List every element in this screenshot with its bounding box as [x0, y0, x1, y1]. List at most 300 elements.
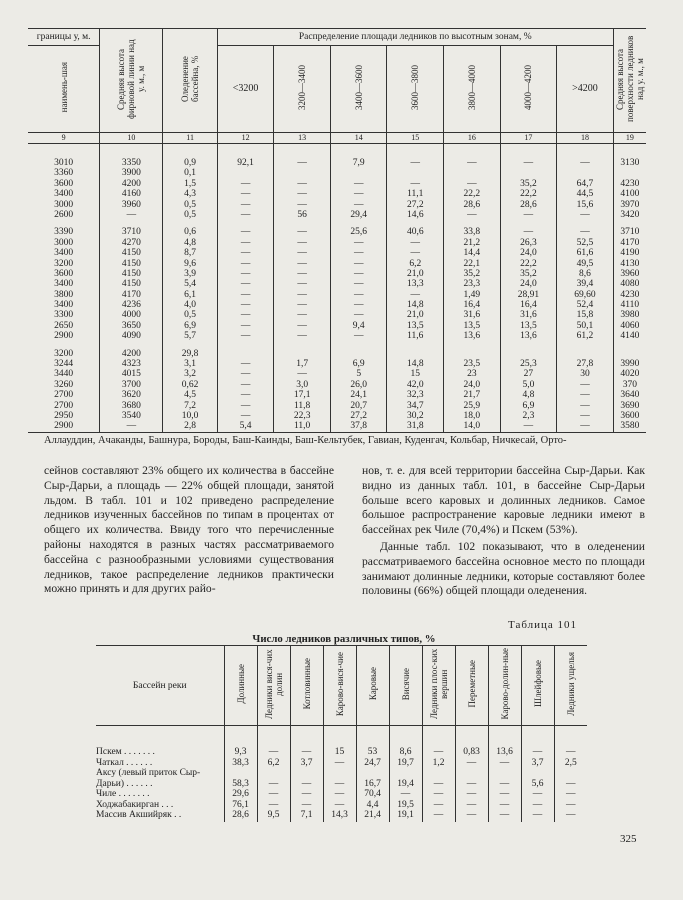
table-label: Таблица 101	[508, 619, 578, 631]
header-glacier-type: Переметные	[455, 646, 488, 726]
table-cell: —	[387, 238, 444, 248]
table-cell: —	[330, 189, 387, 199]
header-glacier-type: Карово-вися-чие	[323, 646, 356, 726]
table-cell: —	[557, 421, 614, 432]
table-cell: 4110	[613, 300, 646, 310]
table-cell: 29,8	[163, 349, 217, 359]
table-cell: 27,2	[330, 411, 387, 421]
table-cell: 22,2	[500, 259, 557, 269]
table-cell: —	[500, 158, 557, 168]
table-cell: 21,0	[387, 310, 444, 320]
table-cell: 37,8	[330, 421, 387, 432]
table-row	[28, 179, 646, 189]
table-cell: 3650	[100, 321, 163, 331]
table-cell: —	[274, 158, 331, 168]
table-cell: —	[330, 331, 387, 341]
basin-name: Пскем . . . . . . .	[96, 747, 155, 757]
table-cell: 13,6	[488, 747, 521, 758]
table-cell: —	[422, 800, 455, 811]
table-cell: 3130	[613, 158, 646, 168]
table-cell: 3260	[54, 379, 74, 390]
basin-name: Чаткал . . . . . .	[96, 757, 153, 768]
table-cell: 0,9	[163, 158, 217, 168]
table-cell: 16,7	[356, 779, 389, 790]
table-cell: —	[217, 390, 274, 400]
table-cell: 3440	[54, 369, 74, 380]
table-cell: 3960	[100, 200, 163, 210]
table-cell: 8,6	[557, 269, 614, 279]
table-row	[28, 210, 646, 220]
table-cell: —	[217, 359, 274, 369]
table-cell: 3600	[613, 411, 646, 421]
table-cell: 38,3	[224, 758, 257, 769]
table-cell: 3710	[613, 227, 646, 237]
table-cell: —	[444, 179, 501, 189]
table-cell: 4190	[613, 248, 646, 258]
table-cell: 3970	[613, 200, 646, 210]
table-cell	[224, 768, 257, 779]
table-cell: —	[217, 290, 274, 300]
table-cell: —	[500, 210, 557, 220]
table-cell: 33,8	[444, 227, 501, 237]
table-cell: —	[274, 321, 331, 331]
table-title: Число ледников различных типов, %	[252, 633, 436, 645]
table-cell: 5,6	[521, 779, 554, 790]
header-lowest: наимень-шая	[28, 46, 100, 133]
table-cell: —	[521, 800, 554, 811]
table-cell: 19,4	[389, 779, 422, 790]
table-cell: 24,0	[444, 380, 501, 390]
table-cell	[554, 768, 587, 779]
table-cell: 11,1	[387, 189, 444, 199]
table-cell: —	[217, 300, 274, 310]
table-cell: 8,6	[389, 747, 422, 758]
header-glacier-type: Ледники плос-ких вершин	[422, 646, 455, 726]
table-cell: —	[217, 279, 274, 289]
table-cell: 9,5	[257, 810, 290, 822]
table-cell: 26,3	[500, 238, 557, 248]
table-cell	[387, 168, 444, 178]
table-row	[28, 200, 646, 210]
table-cell: —	[444, 210, 501, 220]
table-cell: 4150	[100, 248, 163, 258]
table-row	[28, 168, 646, 178]
header-zone: 3200—3400	[274, 46, 331, 133]
table-cell: —	[274, 227, 331, 237]
table-cell: 14,8	[387, 359, 444, 369]
table-cell: 13,3	[387, 279, 444, 289]
table-cell: —	[422, 789, 455, 800]
table-cell	[557, 168, 614, 178]
table-cell: —	[455, 789, 488, 800]
table-cell: —	[274, 189, 331, 199]
table-cell	[500, 168, 557, 178]
table-cell: 23	[444, 369, 501, 379]
table-cell: —	[330, 259, 387, 269]
table-cell: —	[257, 800, 290, 811]
table-cell: —	[387, 158, 444, 168]
table-cell: —	[557, 158, 614, 168]
table-cell: 22,2	[500, 189, 557, 199]
table-cell: 1,5	[163, 179, 217, 189]
table-cell: 10,0	[163, 411, 217, 421]
table-cell: 4236	[100, 300, 163, 310]
table-cell: 5,4	[163, 279, 217, 289]
table-cell: 3,9	[163, 269, 217, 279]
table-cell: 3400	[54, 300, 74, 311]
table-row	[28, 369, 646, 379]
table-cell: 53	[356, 747, 389, 758]
table-cell: —	[455, 800, 488, 811]
table-cell: —	[217, 310, 274, 320]
table-cell: 9,4	[330, 321, 387, 331]
table-cell: 61,2	[557, 331, 614, 341]
table-cell: 0,5	[163, 310, 217, 320]
table-row	[28, 290, 646, 300]
table-cell: —	[257, 747, 290, 758]
table-cell: —	[330, 310, 387, 320]
table-cell	[613, 168, 646, 178]
table-cell: 2900	[54, 331, 74, 342]
table-row	[28, 189, 646, 199]
table-cell: —	[330, 269, 387, 279]
table-cell: 3700	[100, 380, 163, 390]
table-cell: —	[217, 179, 274, 189]
table-cell: —	[290, 747, 323, 758]
table-cell: 3990	[613, 359, 646, 369]
basin-name: Ходжабакирган . . .	[96, 799, 174, 810]
table-cell: —	[500, 421, 557, 432]
header-zone: <3200	[217, 46, 274, 133]
table-cell: —	[330, 179, 387, 189]
table-cell: 2950	[54, 410, 74, 421]
table-cell: —	[100, 421, 163, 432]
table-row	[28, 310, 646, 320]
table-cell: 0,5	[163, 200, 217, 210]
table-cell: —	[217, 411, 274, 421]
table-cell	[444, 349, 501, 359]
table-cell: 6,9	[163, 321, 217, 331]
table-cell: 6,9	[330, 359, 387, 369]
body-text-left	[44, 464, 334, 597]
table-cell	[290, 768, 323, 779]
table-cell: 14,0	[444, 421, 501, 432]
table-cell: 3540	[100, 411, 163, 421]
table-cell: 2700	[54, 400, 74, 411]
table-cell: —	[521, 789, 554, 800]
table-cell: —	[554, 789, 587, 800]
table-cell: 52,5	[557, 238, 614, 248]
table-cell: 19,7	[389, 758, 422, 769]
table-row	[28, 359, 646, 369]
table-row	[28, 380, 646, 390]
table-cell: —	[330, 238, 387, 248]
table-cell: 4323	[100, 359, 163, 369]
table-cell: 28,6	[500, 200, 557, 210]
table-cell: —	[217, 210, 274, 220]
table-cell: —	[387, 179, 444, 189]
table-row	[96, 789, 587, 800]
header-mean-height: Средняя высота поверхности ледников над у. м., м	[613, 29, 646, 133]
table-cell: —	[557, 411, 614, 421]
page-number: 325	[620, 833, 637, 845]
table-cell: 3,2	[163, 369, 217, 379]
table-cell: 1,2	[422, 758, 455, 769]
table-cell: —	[455, 758, 488, 769]
table-cell: 4230	[613, 179, 646, 189]
table-cell: 17,1	[274, 390, 331, 400]
table-cell: 7,9	[330, 158, 387, 168]
table-cell: 64,7	[557, 179, 614, 189]
table-cell: 24,0	[500, 248, 557, 258]
table-cell: —	[274, 279, 331, 289]
table-cell: —	[217, 259, 274, 269]
table-cell: —	[521, 810, 554, 822]
table-cell: 0,6	[163, 227, 217, 237]
table-cell: 15	[323, 747, 356, 758]
table-cell: 24,0	[500, 279, 557, 289]
table-cell: 18,0	[444, 411, 501, 421]
table-cell: 370	[613, 380, 646, 390]
table-cell: 31,6	[444, 310, 501, 320]
table-cell: —	[217, 248, 274, 258]
table-cell: 3420	[613, 210, 646, 220]
table-cell: 9,6	[163, 259, 217, 269]
table-cell: —	[217, 401, 274, 411]
table-cell: 49,5	[557, 259, 614, 269]
table-cell: 23,3	[444, 279, 501, 289]
table-cell: 4,8	[500, 390, 557, 400]
table-cell: —	[389, 789, 422, 800]
basin-name: Чиле . . . . . . .	[96, 789, 150, 799]
table-cell: —	[554, 810, 587, 822]
table-cell: —	[422, 810, 455, 822]
table-cell	[521, 768, 554, 779]
table-cell	[356, 768, 389, 779]
table-cell: 3400	[54, 189, 74, 200]
table-cell: 6,9	[500, 401, 557, 411]
table-cell: 31,8	[387, 421, 444, 432]
table-cell: —	[488, 800, 521, 811]
table-cell: 4,5	[163, 390, 217, 400]
table-cell: —	[274, 300, 331, 310]
table-cell	[217, 349, 274, 359]
table-cell: 22,1	[444, 259, 501, 269]
table-cell: 14,6	[387, 210, 444, 220]
table-cell: —	[274, 200, 331, 210]
header-glacier-type: Котловинные	[290, 646, 323, 726]
table-cell: 3,1	[163, 359, 217, 369]
table-row	[28, 269, 646, 279]
table-cell: 15,8	[557, 310, 614, 320]
table-cell: 3800	[54, 289, 74, 300]
table-cell: 2650	[54, 320, 74, 331]
header-bounds: границы у, м.	[28, 29, 100, 46]
table-cell: 21,4	[356, 810, 389, 822]
table-cell: 4,8	[163, 238, 217, 248]
column-number: 13	[274, 133, 331, 144]
table-cell: 3000	[54, 199, 74, 210]
column-number: 14	[330, 133, 387, 144]
table-cell: —	[217, 238, 274, 248]
table-cell	[488, 768, 521, 779]
table-cell: 3980	[613, 310, 646, 320]
table-row	[28, 158, 646, 168]
table-cell: 6,2	[257, 758, 290, 769]
table-cell: —	[323, 800, 356, 811]
table-cell: 30	[557, 369, 614, 379]
table-cell: —	[100, 210, 163, 220]
table-cell: 14,8	[387, 300, 444, 310]
table-cell: —	[330, 290, 387, 300]
table-cell: 3,7	[290, 758, 323, 769]
table-cell: 3680	[100, 401, 163, 411]
table-cell: 3710	[100, 227, 163, 237]
table-cell	[217, 168, 274, 178]
table-cell: —	[274, 179, 331, 189]
table-cell: 2,8	[163, 421, 217, 432]
table-row	[96, 758, 587, 769]
table-cell: 3640	[613, 390, 646, 400]
table-cell: 3,7	[521, 758, 554, 769]
table-cell: —	[217, 269, 274, 279]
table-row	[96, 810, 587, 822]
table-cell: 11,8	[274, 401, 331, 411]
table-cell	[389, 768, 422, 779]
table-cell: 11,0	[274, 421, 331, 432]
table-cell: —	[455, 810, 488, 822]
table-row	[96, 779, 587, 790]
table-cell: 5,7	[163, 331, 217, 341]
header-glacier-type: Долинные	[224, 646, 257, 726]
table-cell: 26,0	[330, 380, 387, 390]
paragraph: нов, т. е. для всей территории бассейна Сыр-Дарьи. Как видно из данных табл. 101, в бассейне Сыр-Дарьи больше всего каровых и долинных ледников. Самое большое распространение каровые ледники имеют в бассейнах рек Чиле (70,4%) и Пскем (53%).	[362, 464, 645, 537]
table-cell: 11,6	[387, 331, 444, 341]
table-row	[28, 238, 646, 248]
table-cell: 3010	[54, 158, 74, 168]
table-cell: 3,0	[274, 380, 331, 390]
table-cell: —	[387, 248, 444, 258]
basin-name: Массив Акшийряк . .	[96, 810, 182, 820]
header-zone: 4000—4200	[500, 46, 557, 133]
table-cell: —	[488, 789, 521, 800]
table-cell: 23,5	[444, 359, 501, 369]
table-cell: —	[323, 779, 356, 790]
table-cell: 25,9	[444, 401, 501, 411]
table-cell: 39,4	[557, 279, 614, 289]
table-cell	[274, 168, 331, 178]
table-cell: —	[422, 747, 455, 758]
table-row	[28, 421, 646, 432]
column-number: 16	[444, 133, 501, 144]
paragraph: Данные табл. 102 показывают, что в оледенении рассматриваемого бассейна основное место по площади занимают долинные ледники, которые составляют более половины (66%) общей площади оледенения.	[362, 539, 645, 598]
table-cell: 35,2	[500, 179, 557, 189]
table-row	[28, 227, 646, 237]
table-cell: 5,4	[217, 421, 274, 432]
table-cell	[330, 168, 387, 178]
table-cell: 4150	[100, 279, 163, 289]
header-glacier-type: Висячие	[389, 646, 422, 726]
table-cell: 4270	[100, 238, 163, 248]
column-number: 18	[557, 133, 614, 144]
table-cell: —	[422, 779, 455, 790]
table-cell: 20,7	[330, 401, 387, 411]
table-cell: 14,4	[444, 248, 501, 258]
table-cell	[323, 768, 356, 779]
table-cell: 16,4	[444, 300, 501, 310]
table-cell: 4150	[100, 259, 163, 269]
table-cell: 52,4	[557, 300, 614, 310]
table-cell: 3200	[54, 258, 74, 269]
table-cell	[330, 349, 387, 359]
table-cell: 3600	[54, 178, 74, 189]
table-cell: —	[217, 321, 274, 331]
table-cell: 35,2	[444, 269, 501, 279]
table-cell: 3900	[100, 168, 163, 178]
table-cell: 61,6	[557, 248, 614, 258]
table-cell: —	[521, 747, 554, 758]
header-firn-line: Средняя высота фирновой линии над у. м., м	[100, 29, 163, 133]
table-cell: 3200	[54, 348, 74, 359]
table-cell	[613, 349, 646, 359]
table-cell: 4170	[100, 290, 163, 300]
table-cell: 4,0	[163, 300, 217, 310]
table-cell: —	[557, 401, 614, 411]
table-cell: —	[217, 380, 274, 390]
table-cell: —	[217, 200, 274, 210]
table-cell: 2,5	[554, 758, 587, 769]
table-cell	[274, 349, 331, 359]
table-row	[28, 349, 646, 359]
header-glaciation: Оледенение бассейна, %	[163, 29, 217, 133]
table-cell: —	[217, 369, 274, 379]
table-cell: 2700	[54, 390, 74, 401]
table-cell: 19,5	[389, 800, 422, 811]
table-footnote: Аллауддин, Ачаканды, Башнура, Бороды, Баш-Каинды, Баш-Кельтубек, Гавиан, Куденгач, Кольбар, Ничкесай, Орто-	[44, 435, 567, 446]
table-cell: 56	[274, 210, 331, 220]
table-cell: 4090	[100, 331, 163, 341]
table-cell: 3960	[613, 269, 646, 279]
table-cell: 3580	[613, 421, 646, 432]
table-cell: 25,3	[500, 359, 557, 369]
table-cell: —	[274, 259, 331, 269]
table-cell	[257, 768, 290, 779]
table-cell: —	[217, 331, 274, 341]
table-cell: 29,6	[224, 789, 257, 800]
table-cell: 76,1	[224, 800, 257, 811]
table-cell: 9,3	[224, 747, 257, 758]
table-cell: —	[387, 290, 444, 300]
table-cell: 2900	[28, 421, 100, 432]
table-cell: 22,3	[274, 411, 331, 421]
table-row	[28, 411, 646, 421]
header-glacier-type: Шлейфовые	[521, 646, 554, 726]
table-cell: 15,6	[557, 200, 614, 210]
table-row	[28, 300, 646, 310]
table-cell: 0,5	[163, 210, 217, 220]
column-number: 19	[613, 133, 646, 144]
column-number: 9	[28, 133, 100, 144]
table-cell: 3690	[613, 401, 646, 411]
table-cell: —	[274, 238, 331, 248]
table-cell: 35,2	[500, 269, 557, 279]
table-cell: 3390	[54, 227, 74, 238]
table-cell: 28,6	[224, 810, 257, 822]
table-cell: —	[274, 310, 331, 320]
table-cell: 22,2	[444, 189, 501, 199]
table-cell: 4,4	[356, 800, 389, 811]
table-cell: —	[557, 210, 614, 220]
